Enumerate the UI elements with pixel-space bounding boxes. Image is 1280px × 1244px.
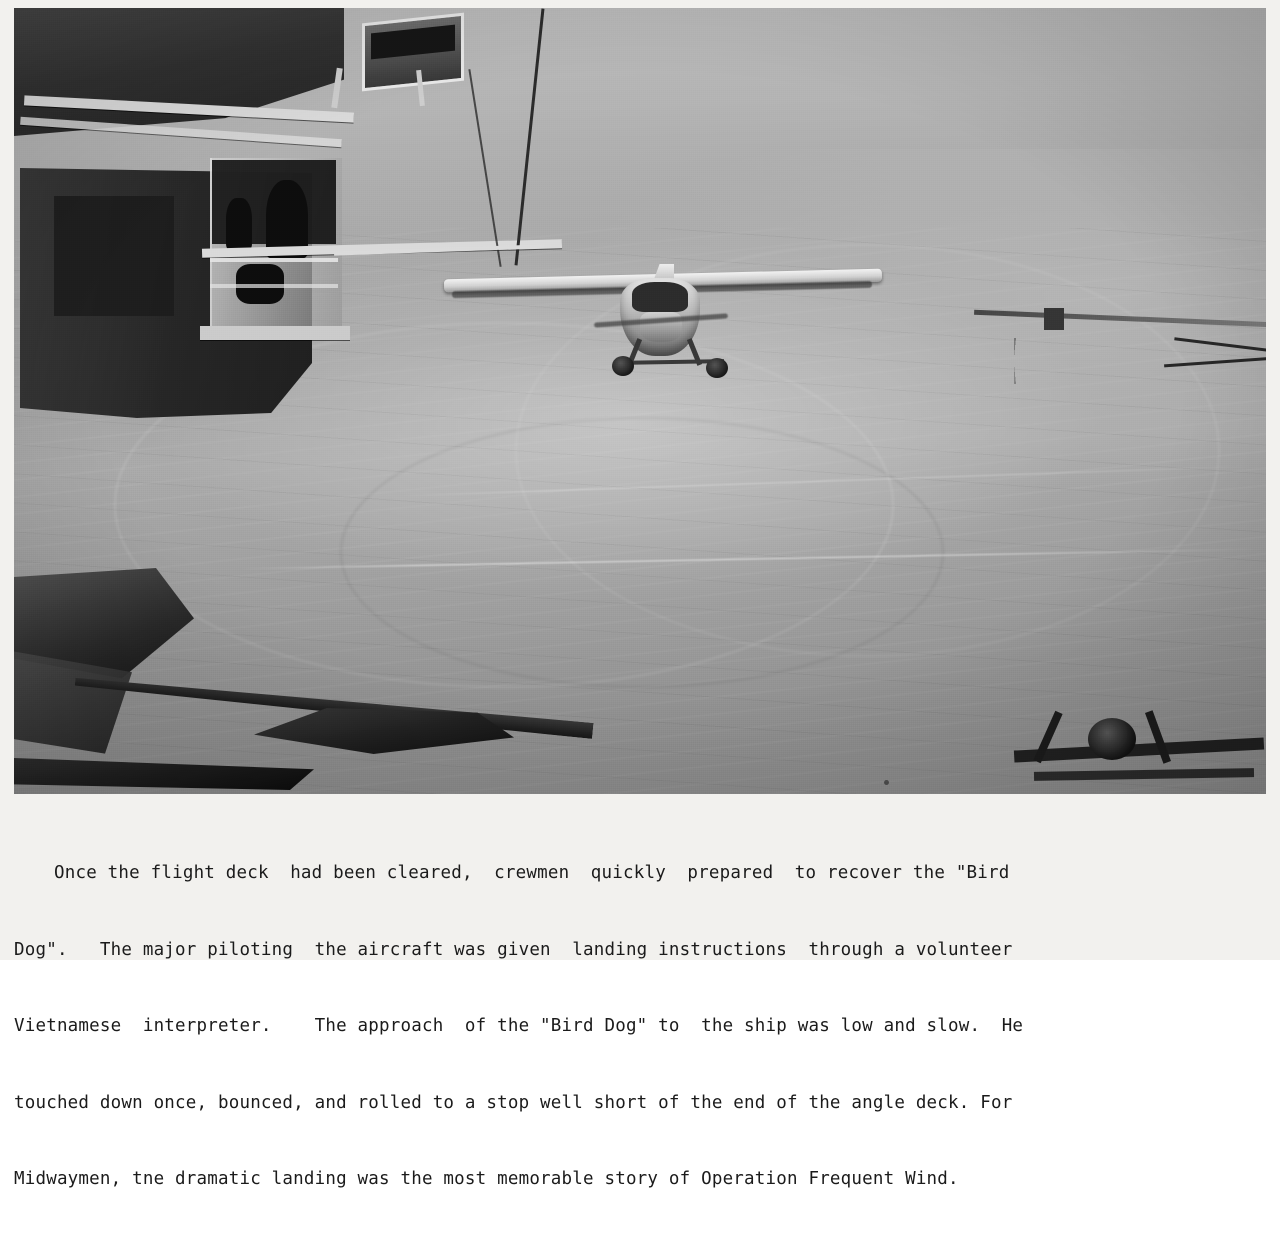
gear-strut: [1014, 737, 1264, 762]
gear-wheel-hub: [1088, 718, 1136, 760]
safety-rail: [210, 258, 338, 262]
gear-spoke: [1145, 710, 1171, 763]
caption-line: touched down once, bounced, and rolled to a stop well short of the end of the angle deck. For: [14, 1092, 1013, 1113]
aircraft-wheel: [612, 356, 634, 376]
gear-strut: [1034, 768, 1254, 781]
hull-shadow-panel: [54, 196, 174, 316]
caption-line: Once the flight deck had been cleared, crewmen quickly prepared to recover the "Bird: [54, 863, 1010, 883]
crewman-figure: [226, 198, 252, 250]
bird-dog-aircraft: [444, 260, 884, 390]
deck-edge-post: [1044, 308, 1064, 330]
aircraft-cabin-glass: [632, 282, 688, 312]
island-superstructure: [14, 8, 364, 478]
caption-line: Midwaymen, tne dramatic landing was the most memorable story of Operation Frequent Wind.: [14, 1169, 959, 1189]
caption-line: Dog". The major piloting the aircraft was given landing instructions through a volunteer: [14, 939, 1013, 960]
foreground-landing-gear-assembly: [1014, 708, 1264, 794]
signal-bridge-box: [362, 13, 464, 92]
deck-marking-dot: [884, 780, 889, 785]
caption-line: Vietnamese interpreter. The approach of the "Bird Dog" to the ship was low and slow. He: [14, 1016, 1024, 1036]
safety-rail: [210, 284, 338, 288]
signal-bridge-window: [371, 25, 455, 60]
aircraft-wheel: [706, 358, 728, 378]
catwalk-platform: [200, 326, 350, 340]
photograph: [14, 8, 1266, 794]
photo-caption: [0, 806, 1280, 1244]
